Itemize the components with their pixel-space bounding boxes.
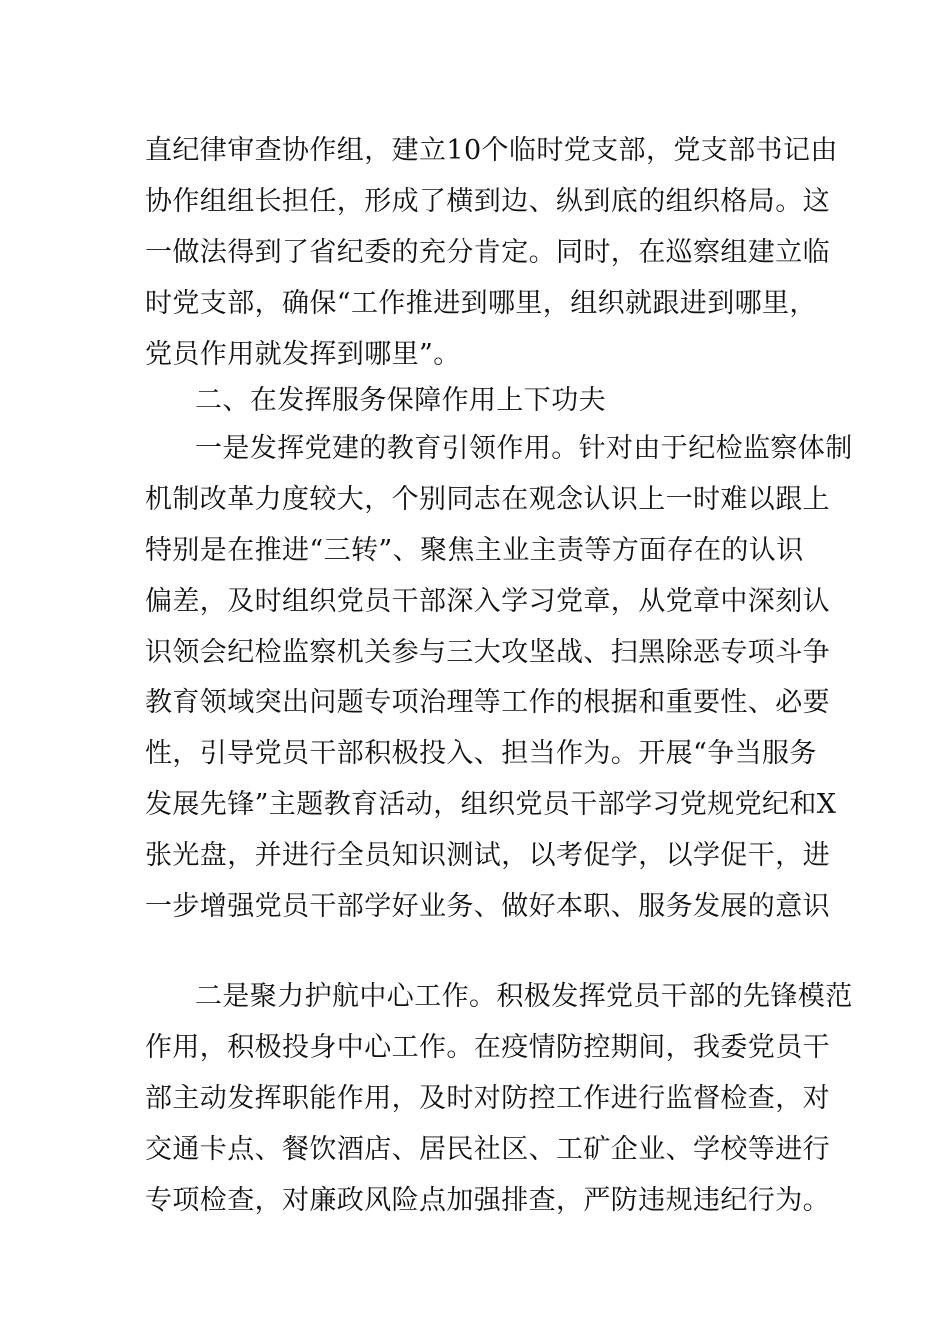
text-line: 专项检查，对廉政风险点加强排查，严防违规违纪行为。 bbox=[145, 1185, 830, 1216]
text-line: 部主动发挥职能作用，及时对防控工作进行监督检查，对 bbox=[145, 1083, 830, 1114]
text-line: 特别是在推进“三转”、聚焦主业主责等方面存在的认识 bbox=[145, 535, 804, 566]
text-line: 性，引导党员干部积极投入、担当作为。开展“争当服务 bbox=[145, 738, 817, 769]
text-line: 时党支部，确保“工作推进到哪里，组织就跟进到哪里， bbox=[145, 288, 817, 319]
text-line: 教育领域突出问题专项治理等工作的根据和重要性、必要 bbox=[145, 687, 830, 718]
text-line: 作用，积极投身中心工作。在疫情防控期间，我委党员干 bbox=[145, 1032, 830, 1063]
section-heading: 二、在发挥服务保障作用上下功夫 bbox=[195, 385, 606, 416]
text-line: 识领会纪检监察机关参与三大攻坚战、扫黑除恶专项斗争 bbox=[145, 637, 830, 668]
text-line: 张光盘，并进行全员知识测试，以考促学，以学促干，进 bbox=[145, 840, 830, 871]
text-line: 偏差，及时组织党员干部深入学习党章，从党章中深刻认 bbox=[145, 586, 830, 617]
text-line: 直纪律审查协作组，建立10个临时党支部，党支部书记由 bbox=[145, 135, 838, 166]
text-line: 机制改革力度较大，个别同志在观念认识上一时难以跟上 bbox=[145, 484, 830, 515]
text-line: 党员作用就发挥到哪里”。 bbox=[145, 339, 461, 370]
text-line: 一做法得到了省纪委的充分肯定。同时，在巡察组建立临 bbox=[145, 237, 830, 268]
paragraph-start: 二是聚力护航中心工作。积极发挥党员干部的先锋模范 bbox=[195, 981, 853, 1012]
text-line: 一步增强党员干部学好业务、做好本职、服务发展的意识 bbox=[145, 891, 830, 922]
paragraph-start: 一是发挥党建的教育引领作用。针对由于纪检监察体制 bbox=[195, 433, 853, 464]
text-line: 协作组组长担任，形成了横到边、纵到底的组织格局。这 bbox=[145, 186, 830, 217]
text-line: 交通卡点、餐饮酒店、居民社区、工矿企业、学校等进行 bbox=[145, 1134, 830, 1165]
text-line: 发展先锋”主题教育活动，组织党员干部学习党规党纪和X bbox=[145, 789, 837, 820]
